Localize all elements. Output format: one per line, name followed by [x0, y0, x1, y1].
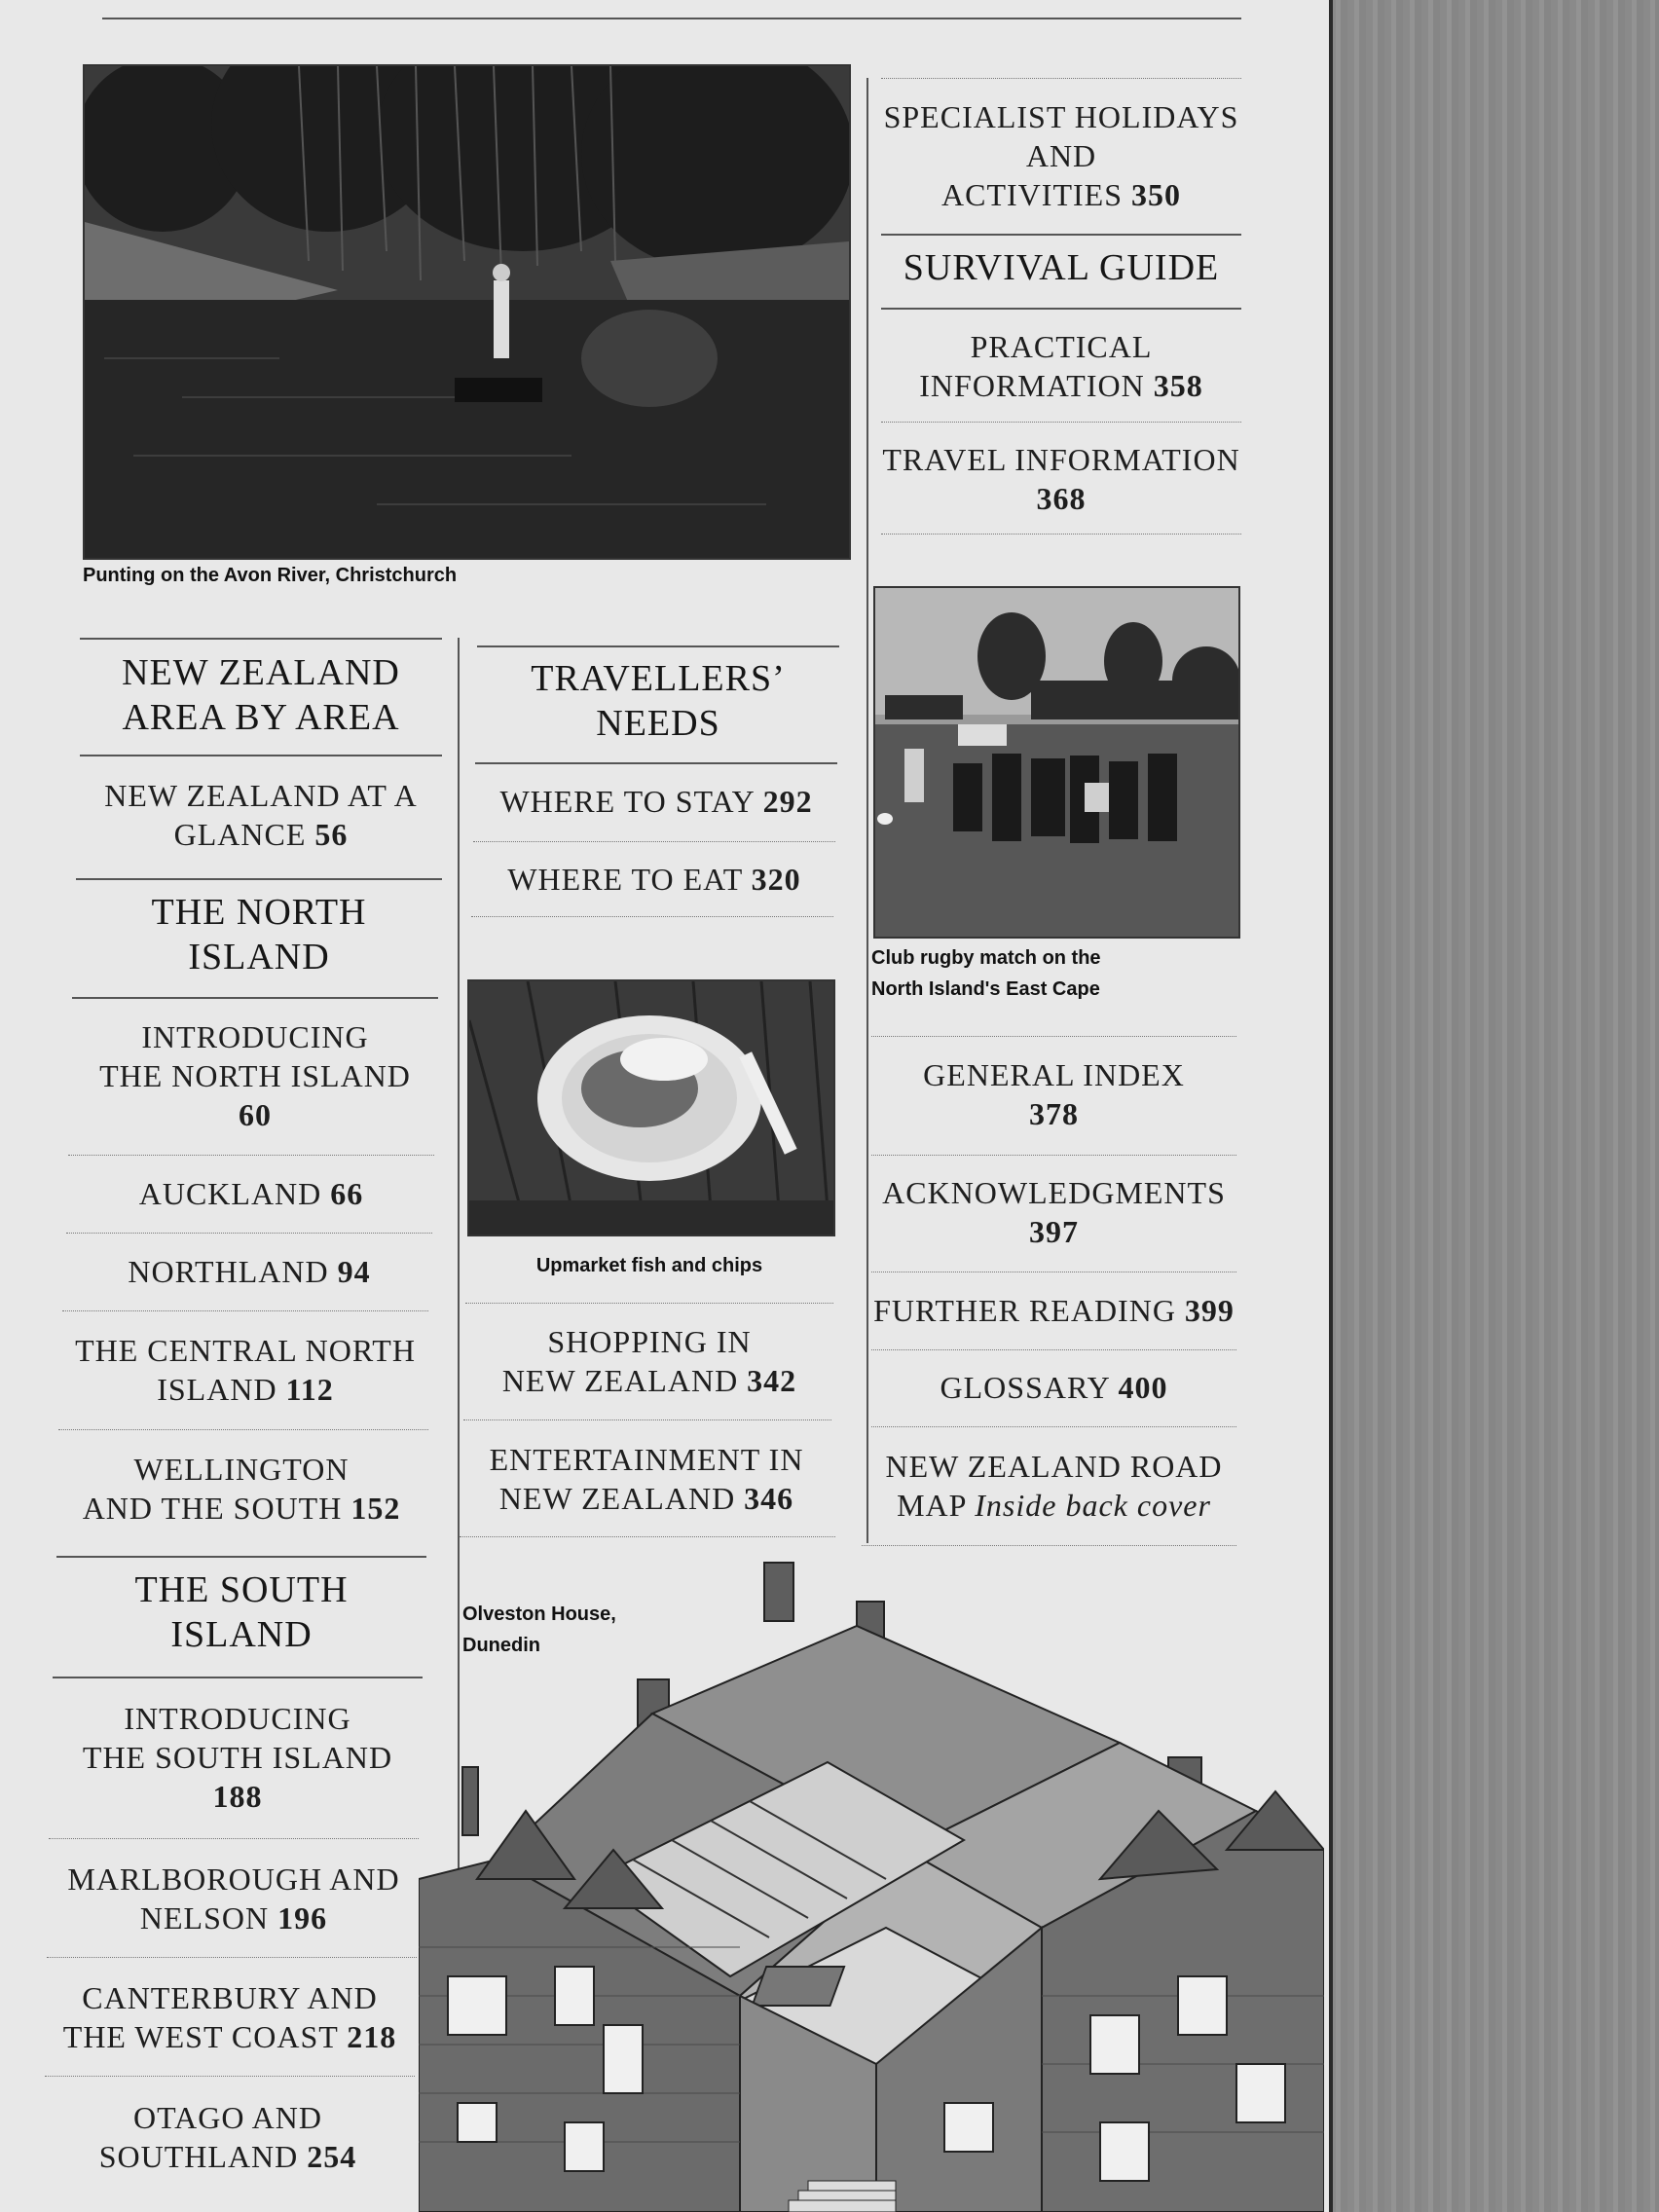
toc-entry-where-to-eat[interactable] [473, 860, 835, 899]
entry-text: WELLINGTON [133, 1452, 350, 1487]
heading-line: THE SOUTH [134, 1569, 349, 1610]
toc-entry-marlborough-nelson[interactable] [49, 1860, 419, 1937]
entry-text: MAP [897, 1488, 967, 1523]
entry-text: AND [1025, 138, 1097, 173]
caption-line: Dunedin [462, 1635, 540, 1656]
entry-text: THE SOUTH ISLAND [82, 1740, 393, 1775]
divider [66, 1233, 432, 1234]
entry-text: NEW ZEALAND ROAD [885, 1449, 1223, 1484]
toc-entry-introducing-north-island[interactable] [72, 1017, 438, 1134]
divider [460, 1536, 835, 1537]
divider [871, 1426, 1236, 1427]
page-number: 66 [330, 1176, 364, 1211]
entry-text: MARLBOROUGH AND [67, 1862, 400, 1897]
entry-text: WHERE TO STAY [499, 784, 755, 819]
heading-line: ISLAND [188, 937, 330, 977]
toc-entry-travel-information[interactable] [881, 440, 1241, 518]
divider [76, 878, 442, 880]
divider [477, 645, 839, 647]
divider [56, 1556, 426, 1558]
entry-text: GENERAL INDEX [923, 1057, 1185, 1092]
page-number: 152 [350, 1491, 401, 1526]
toc-entry-practical-information[interactable] [881, 327, 1241, 405]
page-number: 188 [212, 1779, 263, 1814]
divider [871, 1036, 1236, 1037]
punting-caption: Punting on the Avon River, Christchurch [83, 565, 458, 586]
divider [80, 755, 442, 756]
entry-text: NEW ZEALAND [501, 1363, 739, 1398]
entry-text: THE CENTRAL NORTH [75, 1333, 416, 1368]
olveston-house-illustration [419, 1558, 1324, 2212]
toc-entry-otago-southland[interactable] [43, 2098, 413, 2176]
caption-line: North Island's East Cape [871, 978, 1100, 1000]
divider [475, 762, 837, 764]
divider [473, 841, 835, 842]
divider [871, 1349, 1236, 1350]
page-number: 399 [1184, 1293, 1235, 1328]
divider [72, 997, 438, 999]
top-rule [102, 18, 1241, 19]
divider [49, 1838, 419, 1839]
entry-text: CANTERBURY AND [82, 1980, 378, 2015]
divider [471, 916, 833, 917]
divider [47, 1957, 417, 1958]
divider [881, 534, 1241, 535]
section-heading-north-island[interactable] [76, 890, 442, 979]
entry-text: SOUTHLAND [98, 2139, 299, 2174]
section-heading-area-by-area[interactable] [80, 650, 442, 740]
page-number: 368 [1036, 481, 1087, 516]
toc-entry-road-map[interactable] [857, 1447, 1251, 1525]
section-heading-south-island[interactable] [56, 1567, 426, 1657]
entry-text: NEW ZEALAND AT A [104, 778, 418, 813]
section-heading-survival-guide[interactable]: SURVIVAL GUIDE [903, 247, 1220, 288]
page-number: 196 [277, 1900, 328, 1936]
entry-text: Inside back cover [975, 1488, 1211, 1523]
toc-entry-acknowledgments[interactable] [871, 1173, 1236, 1251]
divider [465, 1303, 833, 1304]
entry-text: NELSON [139, 1900, 270, 1936]
entry-text: ACKNOWLEDGMENTS [882, 1175, 1226, 1210]
toc-entry-introducing-south-island[interactable] [53, 1699, 423, 1816]
page-number: 94 [337, 1254, 371, 1289]
entry-text: INFORMATION [919, 368, 1145, 403]
entry-text: AND THE SOUTH [82, 1491, 343, 1526]
page-number: 350 [1130, 177, 1181, 212]
entry-text: WHERE TO EAT [507, 862, 743, 897]
entry-text: TRAVEL INFORMATION [882, 442, 1240, 477]
entry-text: PRACTICAL [970, 329, 1153, 364]
entry-text: SPECIALIST HOLIDAYS [883, 99, 1239, 134]
divider [862, 1545, 1236, 1546]
toc-entry-where-to-stay[interactable] [475, 782, 837, 821]
entry-text: NEW ZEALAND [498, 1481, 736, 1516]
toc-entry-general-index[interactable] [871, 1055, 1236, 1133]
section-heading-travellers-needs[interactable] [477, 656, 839, 746]
page-number: 218 [347, 2019, 397, 2054]
page-number: 378 [1029, 1096, 1079, 1131]
entry-text: ACTIVITIES [941, 177, 1123, 212]
entry-text: AUCKLAND [138, 1176, 322, 1211]
page-number: 292 [762, 784, 813, 819]
entry-text: SHOPPING IN [547, 1324, 752, 1359]
divider [68, 1155, 434, 1156]
divider [881, 234, 1241, 236]
toc-entry-glossary[interactable] [871, 1368, 1236, 1407]
page-number: 60 [239, 1097, 272, 1132]
entry-text: THE NORTH ISLAND [99, 1058, 411, 1093]
divider [53, 1677, 423, 1678]
toc-entry-further-reading[interactable] [857, 1291, 1251, 1330]
rugby-caption [871, 942, 1261, 1005]
divider [881, 422, 1241, 423]
heading-line: AREA BY AREA [122, 697, 400, 738]
page-number: 56 [314, 817, 349, 852]
caption-line: Club rugby match on the [871, 947, 1101, 969]
entry-text: ENTERTAINMENT IN [489, 1442, 804, 1477]
heading-line: ISLAND [170, 1614, 313, 1655]
background-surface [1329, 0, 1659, 2212]
entry-text: OTAGO AND [133, 2100, 322, 2135]
entry-text: GLOSSARY [940, 1370, 1110, 1405]
page-number: 358 [1153, 368, 1203, 403]
divider [80, 638, 442, 640]
toc-entry-shopping[interactable] [465, 1322, 833, 1400]
toc-entry-at-a-glance[interactable] [80, 776, 442, 854]
toc-entry-northland[interactable] [66, 1252, 432, 1291]
divider [463, 1419, 831, 1420]
toc-entry-central-north-island[interactable] [58, 1331, 432, 1409]
page-number: 320 [751, 862, 801, 897]
divider [62, 1310, 428, 1311]
divider [45, 2076, 415, 2077]
entry-text: FURTHER READING [873, 1293, 1176, 1328]
page-number: 112 [285, 1372, 334, 1407]
page-number: 397 [1029, 1214, 1079, 1249]
rugby-photo [873, 586, 1240, 939]
entry-text: THE WEST COAST [62, 2019, 339, 2054]
toc-entry-auckland[interactable] [68, 1174, 434, 1213]
toc-entry-specialist-holidays[interactable] [881, 97, 1241, 214]
heading-line: THE NORTH [151, 892, 367, 933]
entry-text: ISLAND [157, 1372, 277, 1407]
entry-text: GLANCE [173, 817, 307, 852]
fish-photo [467, 979, 835, 1236]
heading-line: NEEDS [596, 703, 720, 744]
page-number: 342 [747, 1363, 797, 1398]
caption-line: Olveston House, [462, 1604, 616, 1625]
toc-entry-canterbury-west-coast[interactable] [43, 1978, 417, 2056]
entry-text: INTRODUCING [124, 1701, 351, 1736]
divider [881, 308, 1241, 310]
fish-caption: Upmarket fish and chips [535, 1255, 763, 1276]
divider [58, 1429, 428, 1430]
heading-line: TRAVELLERS’ [531, 658, 786, 699]
divider [881, 78, 1241, 79]
page-number: 254 [307, 2139, 357, 2174]
punting-photo [83, 64, 851, 560]
heading-line: NEW ZEALAND [122, 652, 400, 693]
page-number: 400 [1118, 1370, 1168, 1405]
entry-text: NORTHLAND [128, 1254, 329, 1289]
toc-entry-entertainment[interactable] [461, 1440, 831, 1518]
entry-text: INTRODUCING [141, 1019, 369, 1054]
divider [871, 1155, 1236, 1156]
page-number: 346 [744, 1481, 794, 1516]
toc-entry-wellington[interactable] [55, 1450, 428, 1528]
